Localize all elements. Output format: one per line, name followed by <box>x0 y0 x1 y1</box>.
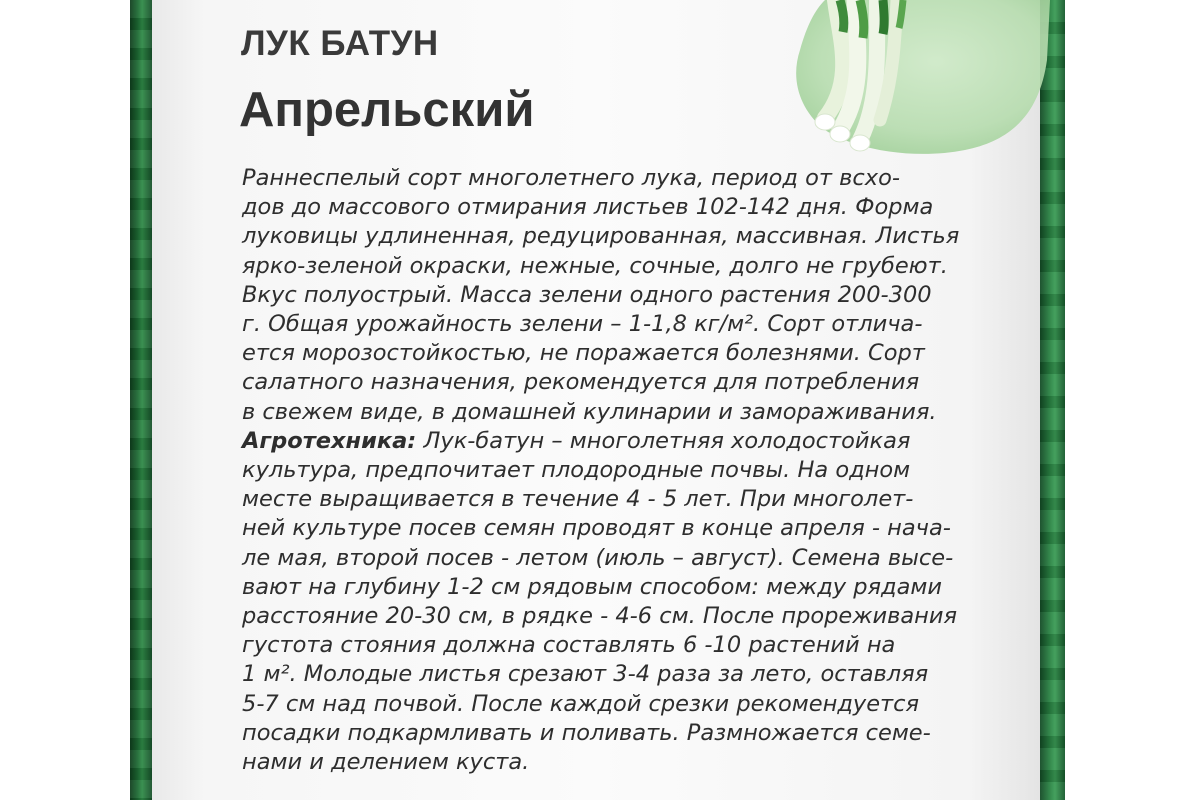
description-line: ется морозостойкостью, не поражается болезнями. Сорт <box>242 340 925 367</box>
agro-first-line <box>242 427 967 456</box>
crop-title: ЛУК БАТУН <box>241 24 439 63</box>
description-line: дов до массового отмирания листьев 102-142 дня. Форма <box>242 194 934 221</box>
agro-line: 5-7 см над почвой. После каждой срезки рекомендуется <box>242 690 920 717</box>
agro-line: 1 м². Молодые листья срезают 3-4 раза за лето, оставляя <box>242 661 929 688</box>
agro-line: посадки подкармливать и поливать. Размножается семе- <box>242 719 931 746</box>
agro-line: вают на глубину 1-2 см рядовым способом: между рядами <box>242 573 942 600</box>
agro-label: Агротехника: <box>242 427 417 454</box>
agro-line: ле мая, второй посев - летом (июль – август). Семена высе- <box>242 544 954 571</box>
description-line: г. Общая урожайность зелени – 1-1,8 кг/м². Сорт отлича- <box>242 311 923 338</box>
agro-line: нами и делением куста. <box>242 749 530 776</box>
description-line: ярко-зеленой окраски, нежные, сочные, долго не грубеют. <box>242 252 948 279</box>
description-line: луковицы удлиненная, редуцированная, массивная. Листья <box>242 223 960 250</box>
description-text <box>242 164 967 777</box>
green-onion-icon <box>785 0 1055 170</box>
description-line: салатного назначения, рекомендуется для потребления <box>242 369 920 396</box>
variety-title: Апрельский <box>239 83 535 137</box>
agro-line: ней культуре посев семян проводят в конце апреля - нача- <box>242 515 951 542</box>
agro-line: культура, предпочитает плодородные почвы. На одном <box>242 457 911 484</box>
left-green-stripe <box>130 0 152 800</box>
description-line: в свежем виде, в домашней кулинарии и замораживания. <box>242 398 937 425</box>
agro-line: густота стояния должна составлять 6 -10 растений на <box>242 632 896 659</box>
agro-line: месте выращивается в течение 4 - 5 лет. При многолет- <box>242 486 914 513</box>
agro-first-text: Лук-батун – многолетняя холодостойкая <box>416 427 911 454</box>
agro-line: расстояние 20-30 см, в рядке - 4-6 см. После прореживания <box>242 603 958 630</box>
description-line: Вкус полуострый. Масса зелени одного растения 200-300 <box>242 281 932 308</box>
description-line: Раннеспелый сорт многолетнего лука, период от всхо- <box>242 165 900 191</box>
